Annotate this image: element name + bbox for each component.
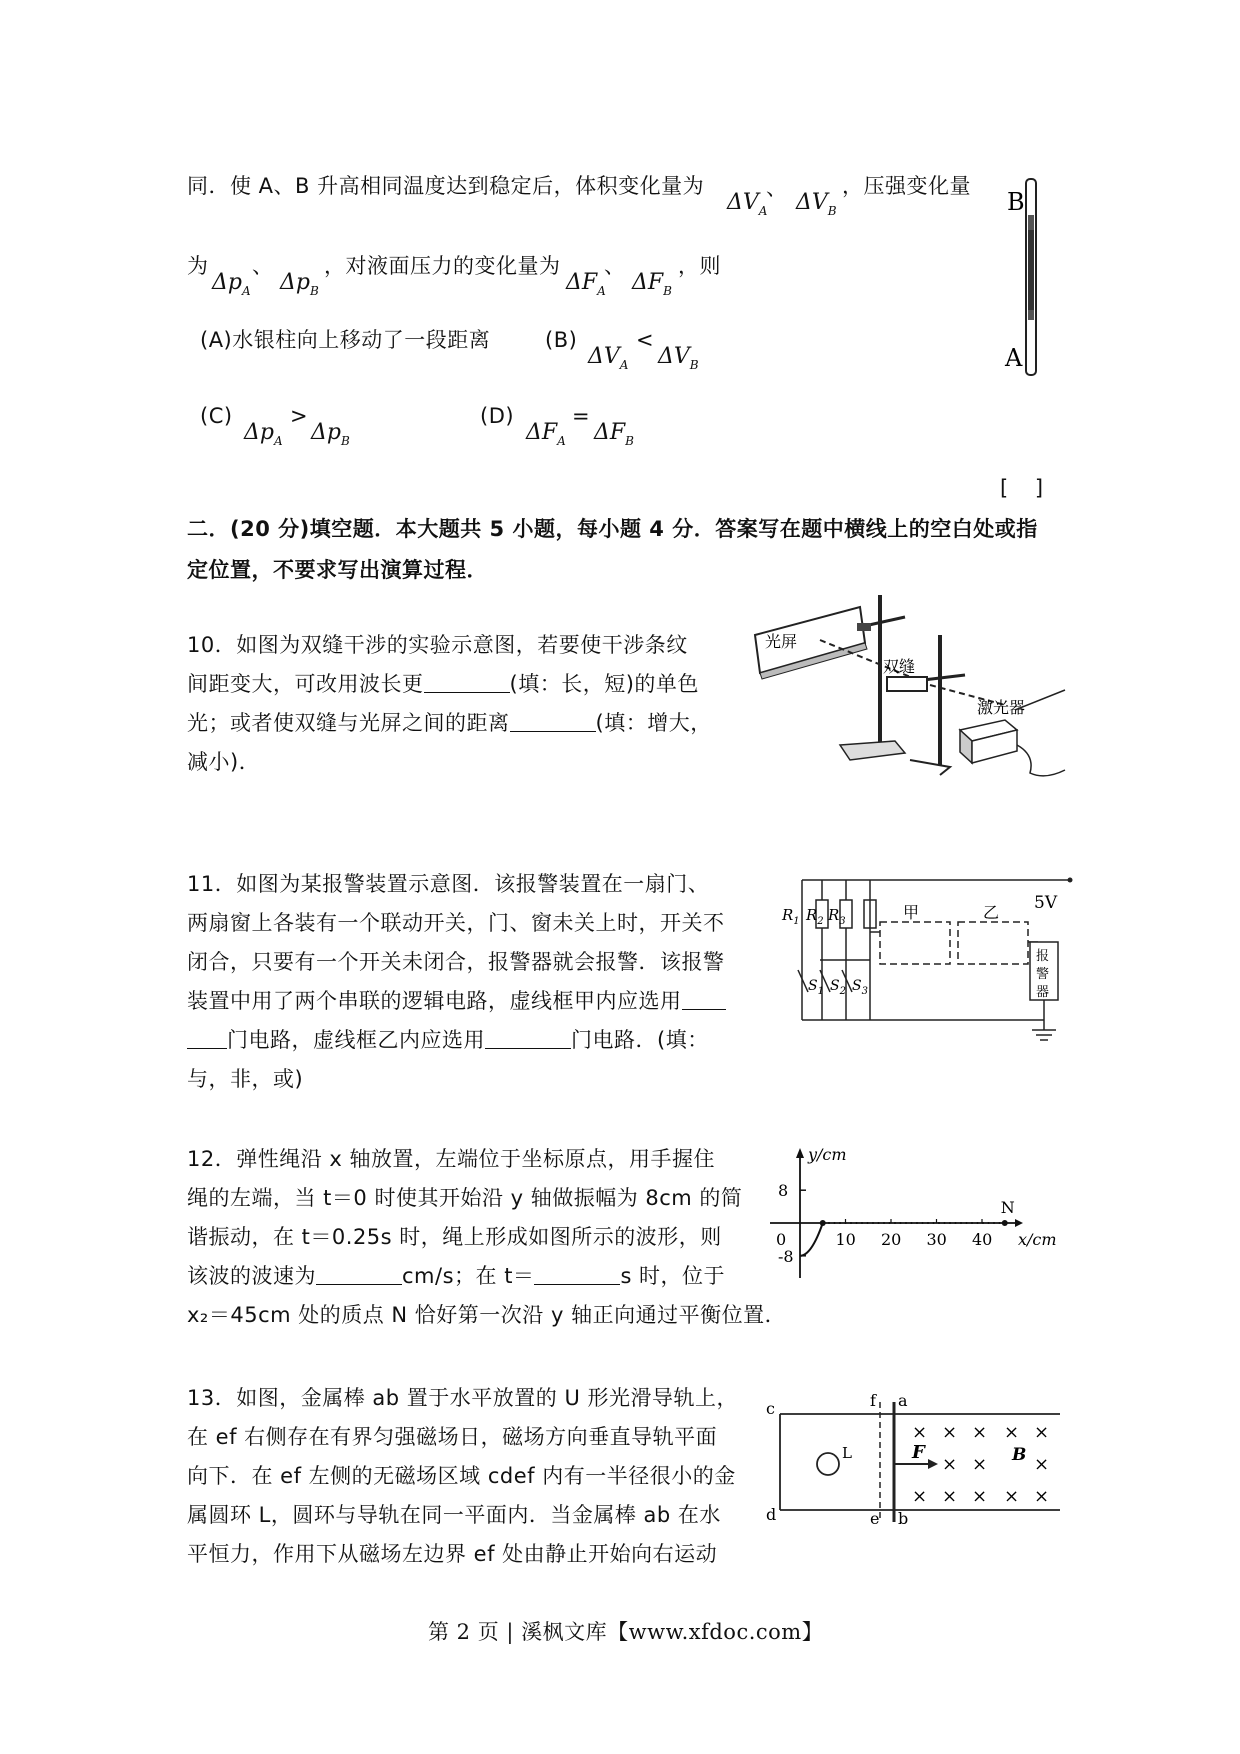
double-slit-figure xyxy=(755,595,1065,775)
y-tick-label: 8 xyxy=(778,1181,789,1201)
field-cross: × xyxy=(972,1486,988,1507)
label-L: L xyxy=(842,1444,852,1462)
field-cross: × xyxy=(942,1486,958,1507)
q12-line4: 该波的波速为 cm/s；在 t＝ s 时，位于 xyxy=(187,1264,726,1288)
x-axis-label: x/cm xyxy=(1018,1230,1057,1249)
q11-line1: 11．如图为某报警装置示意图．该报警装置在一扇门、 xyxy=(187,872,710,896)
field-cross: × xyxy=(912,1486,928,1507)
q9-sep-3: 、 xyxy=(604,254,626,278)
label-jia: 甲 xyxy=(903,903,920,922)
q10-blank-2[interactable] xyxy=(510,713,596,732)
label-yi: 乙 xyxy=(983,903,1000,922)
section2-line1: 二．(20 分)填空题．本大题共 5 小题，每小题 4 分．答案写在题中横线上的空白处或指 xyxy=(187,517,1038,541)
label-F: F xyxy=(912,1442,925,1463)
q9-line1: 同．使 A、B 升高相同温度达到稳定后，体积变化量为 xyxy=(187,174,705,198)
q12-line3: 谐振动，在 t＝0.25s 时，绳上形成如图所示的波形，则 xyxy=(187,1225,722,1249)
alarm-char-3: 器 xyxy=(1036,985,1050,1000)
q11-blank-2[interactable] xyxy=(485,1030,571,1049)
q10-blank-1[interactable] xyxy=(424,674,510,693)
wave-curve xyxy=(800,1223,823,1256)
q12-blank-2[interactable] xyxy=(534,1266,620,1285)
tube-figure xyxy=(995,175,1055,380)
q9-sep-2: 、 xyxy=(252,254,274,278)
field-cross: × xyxy=(1004,1422,1020,1443)
q12-line5: x₂＝45cm 处的质点 N 恰好第一次沿 y 轴正向通过平衡位置． xyxy=(187,1303,787,1327)
x-tick-label: 0 xyxy=(776,1230,787,1249)
page-footer: 第 2 页 | 溪枫文库【www.xfdoc.com】 xyxy=(428,1620,824,1644)
x-tick-label: 30 xyxy=(926,1230,947,1249)
tube-label-b: B xyxy=(1007,188,1025,216)
q9-dpA: $\Delta p_A$ xyxy=(212,270,251,298)
field-cross: × xyxy=(942,1454,958,1475)
alarm-char-2: 警 xyxy=(1036,967,1050,982)
q12-line2: 绳的左端，当 t＝0 时使其开始沿 y 轴做振幅为 8cm 的简 xyxy=(187,1186,743,1210)
q9-optc-rel: > xyxy=(290,404,309,428)
q11-line4: 装置中用了两个串联的逻辑电路，虚线框甲内应选用 xyxy=(187,991,726,1012)
label-r2: $R_2$ xyxy=(806,906,824,927)
tube-label-a: A xyxy=(1005,344,1023,372)
q9-optb-dVA: $\Delta V_A$ xyxy=(588,344,629,372)
rail-magnetic-figure xyxy=(760,1388,1070,1528)
q9-optc-dpB: $\Delta p_B$ xyxy=(311,420,350,448)
q9-option-d: (D) xyxy=(480,404,515,428)
q9-dFB: $\Delta F_B$ xyxy=(632,270,672,298)
answer-bracket: [ ] xyxy=(1000,476,1054,500)
wave-chart xyxy=(760,1145,1080,1288)
point-N xyxy=(1002,1220,1008,1226)
q10-line2: 间距变大，可改用波长更 (填：长，短)的单色 xyxy=(187,672,699,696)
label-a: a xyxy=(898,1391,908,1410)
q13-line5: 平恒力，作用下从磁场左边界 ef 处由静止开始向右运动 xyxy=(187,1542,718,1566)
q10-line4: 减小)． xyxy=(187,750,261,774)
q11-line5: 门电路，虚线框乙内应选用 门电路．(填： xyxy=(187,1030,709,1051)
q9-option-b: (B) xyxy=(545,328,578,352)
label-e: e xyxy=(870,1509,880,1528)
label-screen: 光屏 xyxy=(765,632,798,651)
q11-blank-1b[interactable] xyxy=(187,1030,227,1049)
ring-L xyxy=(817,1453,839,1475)
q9-dFA: $\Delta F_A$ xyxy=(566,270,606,298)
field-cross: × xyxy=(1034,1486,1050,1507)
label-s3: $S_3$ xyxy=(852,978,868,997)
q9-line2-mid: ，对液面压力的变化量为 xyxy=(324,254,561,278)
q11-line3: 闭合，只要有一个开关未闭合，报警器就会报警．该报警 xyxy=(187,950,725,974)
x-axis-arrow xyxy=(1015,1219,1023,1227)
label-double-slit: 双缝 xyxy=(883,657,916,676)
x-tick-label: 10 xyxy=(835,1230,856,1249)
y-axis-label: y/cm xyxy=(808,1145,847,1164)
field-cross: × xyxy=(1034,1454,1050,1475)
field-cross: × xyxy=(1004,1486,1020,1507)
label-r1: $R_1$ xyxy=(782,906,800,927)
q9-optb-rel: < xyxy=(636,328,655,352)
field-cross: × xyxy=(972,1454,988,1475)
field-cross: × xyxy=(1034,1422,1050,1443)
alarm-char-1: 报 xyxy=(1036,949,1050,964)
q9-optd-rel: = xyxy=(572,404,591,428)
label-5v: 5V xyxy=(1034,893,1058,913)
q12-line1: 12．弹性绳沿 x 轴放置，左端位于坐标原点，用手握住 xyxy=(187,1147,715,1171)
field-cross: × xyxy=(972,1422,988,1443)
q9-option-a: (A)水银柱向上移动了一段距离 xyxy=(200,328,491,352)
y-axis-arrow xyxy=(796,1148,804,1158)
q13-line1: 13．如图，金属棒 ab 置于水平放置的 U 形光滑导轨上， xyxy=(187,1386,738,1410)
q11-line6: 与，非，或) xyxy=(187,1067,304,1091)
x-tick-label: 20 xyxy=(881,1230,902,1249)
q13-line3: 向下．在 ef 左侧的无磁场区域 cdef 内有一半径很小的金 xyxy=(187,1464,736,1488)
y-tick-label: -8 xyxy=(778,1246,794,1266)
label-d: d xyxy=(766,1505,777,1524)
q9-optd-dFB: $\Delta F_B$ xyxy=(594,420,634,448)
q12-blank-1[interactable] xyxy=(316,1266,402,1285)
section2-line2: 定位置，不要求写出演算过程． xyxy=(187,558,488,582)
q9-line2-tail: ，则 xyxy=(678,254,721,278)
q10-line1: 10．如图为双缝干涉的实验示意图，若要使干涉条纹 xyxy=(187,633,688,657)
label-r3: $R_3$ xyxy=(828,906,846,927)
label-s1: $S_1$ xyxy=(808,978,824,997)
label-B: B xyxy=(1012,1445,1027,1465)
label-s2: $S_2$ xyxy=(830,978,846,997)
label-c: c xyxy=(766,1399,775,1418)
x-tick-label: 40 xyxy=(972,1230,993,1249)
field-cross: × xyxy=(942,1422,958,1443)
q10-line3: 光；或者使双缝与光屏之间的距离 (填：增大， xyxy=(187,711,712,735)
q9-line2-head: 为 xyxy=(187,254,209,278)
q11-line2: 两扇窗上各装有一个联动开关，门、窗未关上时，开关不 xyxy=(187,911,725,935)
q9-line1-tail: ，压强变化量 xyxy=(842,174,971,198)
q11-blank-1a[interactable] xyxy=(682,991,726,1010)
q9-dVA: $\Delta V_A$ xyxy=(727,190,768,218)
alarm-circuit-figure xyxy=(780,870,1080,1050)
point-N-label: N xyxy=(1000,1198,1015,1217)
field-cross: × xyxy=(912,1422,928,1443)
q9-optc-dpA: $\Delta p_A$ xyxy=(244,420,283,448)
q9-optb-dVB: $\Delta V_B$ xyxy=(658,344,699,372)
q9-sep-1: 、 xyxy=(766,176,788,200)
label-laser: 激光器 xyxy=(977,698,1026,717)
label-b: b xyxy=(898,1509,909,1528)
q9-optd-dFA: $\Delta F_A$ xyxy=(526,420,566,448)
q9-dpB: $\Delta p_B$ xyxy=(280,270,319,298)
label-f: f xyxy=(870,1391,876,1410)
wave-front-point xyxy=(820,1220,826,1226)
q13-line2: 在 ef 右侧存在有界匀强磁场日，磁场方向垂直导轨平面 xyxy=(187,1425,718,1449)
q9-dVB: $\Delta V_B$ xyxy=(796,190,837,218)
q9-option-c: (C) xyxy=(200,404,233,428)
q13-line4: 属圆环 L，圆环与导轨在同一平面内．当金属棒 ab 在水 xyxy=(187,1503,721,1527)
